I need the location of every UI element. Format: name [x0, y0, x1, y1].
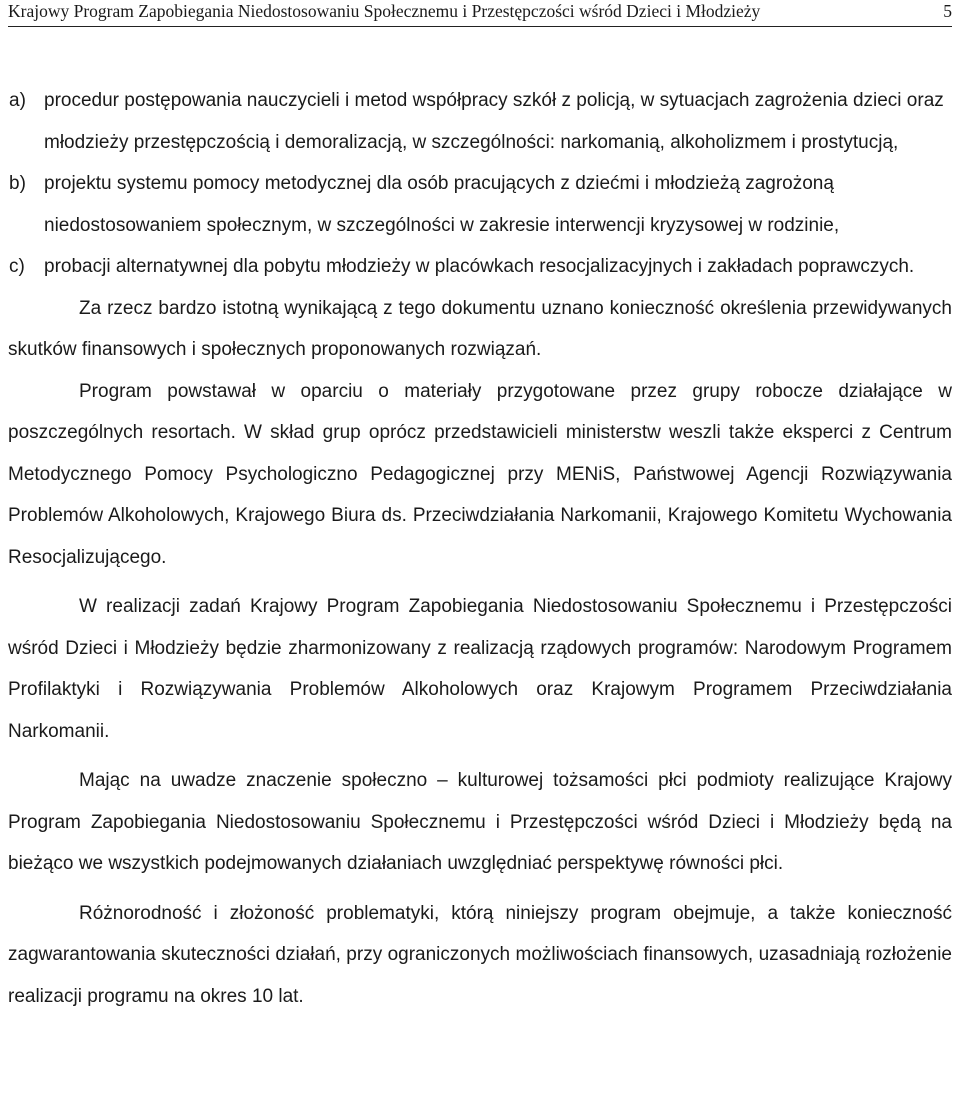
list-text: probacji alternatywnej dla pobytu młodzieży w placówkach resocjalizacyjnych i zakładach poprawczych.	[44, 256, 915, 277]
page-header	[8, 0, 952, 27]
list-item-c	[9, 246, 952, 288]
list-text: projektu systemu pomocy metodycznej dla osób pracujących z dziećmi i młodzieżą zagrożoną niedostosowaniem społecznym, w szczególności w zakresie interwencji kryzysowej w rodzinie,	[44, 173, 840, 236]
paragraph: Różnorodność i złożoność problematyki, którą niniejszy program obejmuje, a także konieczność zagwarantowania skuteczności działań, przy ograniczonych możliwościach finansowych, uzasadniają rozłożenie realizacji programu na okres 10 lat.	[8, 902, 952, 1007]
list-item-b	[9, 163, 952, 246]
document-body	[8, 80, 952, 1017]
paragraph: Za rzecz bardzo istotną wynikającą z tego dokumentu uznano konieczność określenia przewidywanych skutków finansowych i społecznych proponowanych rozwiązań.	[8, 297, 952, 360]
list-item-a	[9, 80, 952, 163]
paragraph: Program powstawał w oparciu o materiały przygotowane przez grupy robocze działające w poszczególnych resortach. W skład grup oprócz przedstawicieli ministerstw weszli także eksperci z Centrum Metodycznego Pomocy Psychologiczno Pedagogicznej przy MENiS, Państwowej Agencji Rozwiązywania Problemów Alkoholowych, Krajowego Biura ds. Przeciwdziałania Narkomanii, Krajowego Komitetu Wychowania Resocjalizującego.	[8, 380, 952, 568]
page-number: 5	[943, 1, 952, 21]
list-marker: c)	[9, 256, 25, 277]
list-marker: a)	[9, 90, 26, 111]
list-marker: b)	[9, 173, 26, 194]
paragraph: Mając na uwadze znaczenie społeczno – kulturowej tożsamości płci podmioty realizujące Krajowy Program Zapobiegania Niedostosowaniu Społecznemu i Przestępczości wśród Dzieci i Młodzieży będą na bieżąco we wszystkich podejmowanych działaniach uwzględniać perspektywę równości płci.	[8, 770, 952, 874]
list-text: procedur postępowania nauczycieli i metod współpracy szkół z policją, w sytuacjach zagrożenia dzieci oraz młodzieży przestępczością i demoralizacją, w szczególności: narkomanią, alkoholizmem i prostytucją,	[44, 90, 944, 153]
paragraph: W realizacji zadań Krajowy Program Zapobiegania Niedostosowaniu Społecznemu i Przestępczości wśród Dzieci i Młodzieży będzie zharmonizowany z realizacją rządowych programów: Narodowym Programem Profilaktyki i Rozwiązywania Problemów Alkoholowych oraz Krajowym Programem Przeciwdziałania Narkomanii.	[8, 596, 952, 742]
header-title: Krajowy Program Zapobiegania Niedostosowaniu Społecznemu i Przestępczości wśród Dzieci i Młodzieży	[8, 1, 761, 21]
